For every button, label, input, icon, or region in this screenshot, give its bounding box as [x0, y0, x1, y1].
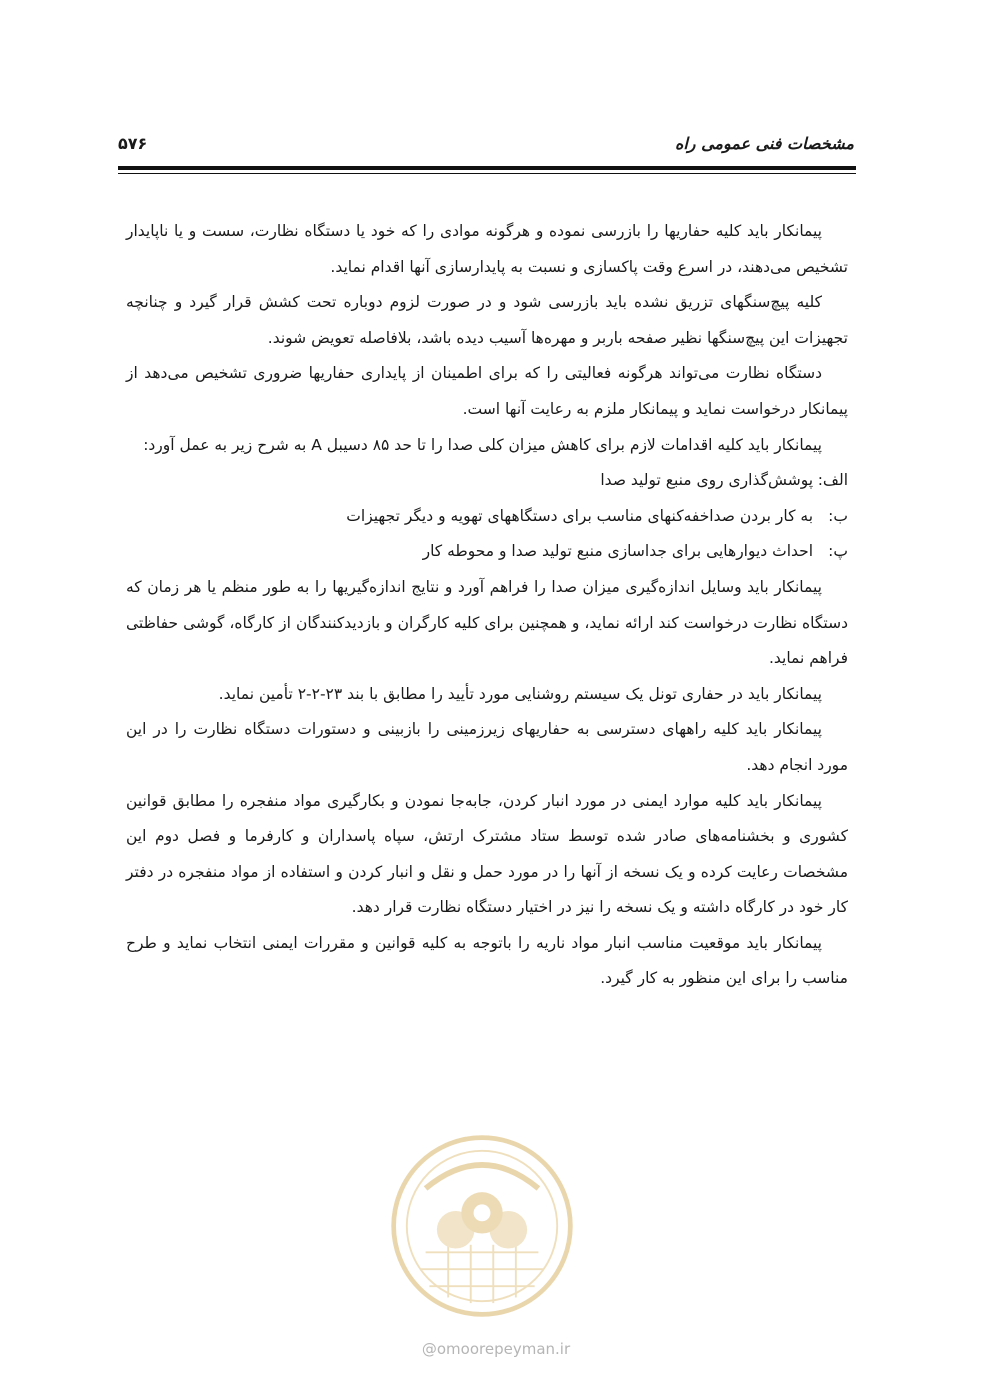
header-rule-thin: [118, 173, 856, 174]
list-item-text: احداث دیوارهایی برای جداسازی منبع تولید صدا و محوطه کار: [422, 542, 814, 561]
paragraph: پیمانکار باید کلیه اقدامات لازم برای کاهش میزان کلی صدا را تا حد ۸۵ دسیبل A به شرح زیر به عمل آورد:: [143, 435, 822, 454]
page-number: ۵۷۶: [118, 134, 148, 153]
list-item-text: پوشش‌گذاری روی منبع تولید صدا: [600, 471, 814, 490]
list-item: [126, 463, 848, 499]
book-title: مشخصات فنی عمومی راه: [674, 134, 854, 153]
paragraph: کلیه پیچ‌سنگهای تزریق نشده باید بازرسی شود و در صورت لزوم دوباره تحت کشش قرار گیرد و چنانچه تجهیزات این پیچ‌سنگها نظیر صفحه باربر و مهره‌ها آسیب دیده باشد، بلافاصله تعویض شوند.: [126, 293, 848, 347]
seal-logo-icon: [388, 1132, 576, 1320]
running-head: [118, 128, 854, 162]
header-rule-thick: [118, 166, 856, 170]
paragraph: پیمانکار باید موقعیت مناسب انبار مواد ناریه را باتوجه به کلیه قوانین و مقررات ایمنی انتخاب نماید و طرح مناسب را برای این منظور به کار گیرد.: [126, 933, 848, 988]
list-item: [126, 534, 848, 570]
list-marker: ب:: [828, 506, 848, 525]
paragraph: دستگاه نظارت می‌تواند هرگونه فعالیتی را که برای اطمینان از پایداری حفاریها ضروری تشخیص می‌دهد از پیمانکار درخواست نماید و پیمانکار ملزم به رعایت آنها است.: [126, 364, 848, 418]
paragraph: پیمانکار باید در حفاری تونل یک سیستم روشنایی مورد تأیید را مطابق با بند ۲۳-۲-۲ تأمین نماید.: [218, 684, 822, 703]
watermark-url: @omoorepeyman.ir: [421, 1340, 571, 1358]
list-item-text: به کار بردن صداخفه‌کنهای مناسب برای دستگاههای تهویه و دیگر تجهیزات: [346, 506, 814, 525]
list-item: [126, 499, 848, 535]
list-marker: الف:: [817, 471, 848, 490]
paragraph: پیمانکار باید کلیه حفاریها را بازرسی نموده و هرگونه موادی را که خود یا دستگاه نظارت، سست و یا ناپایدار تشخیص می‌دهند، در اسرع وقت پاکسازی و نسبت به پایدارسازی آنها اقدام نماید.: [126, 222, 848, 276]
paragraph: پیمانکار باید وسایل اندازه‌گیری میزان صدا را فراهم آورد و نتایج اندازه‌گیریها را به طور منظم یا هر زمان که دستگاه نظارت درخواست کند ارائه نماید، و همچنین برای کلیه کارگران و بازدیدکنندگان از کارگاه، گوشی حفاظتی فراهم نماید.: [126, 577, 848, 668]
paragraph: پیمانکار باید کلیه موارد ایمنی در مورد انبار کردن، جابه‌جا نمودن و بکارگیری مواد منفجره را مطابق قوانین کشوری و بخشنامه‌های صادر شده توسط ستاد مشترک ارتش، سپاه پاسداران و کارفرما و فصل دوم این مشخصات رعایت کرده و یک نسخه از آنها را در مورد حمل و نقل و انبار کردن و استفاده از مواد منفجره در دفتر کار خود در کارگاه داشته و یک نسخه را نیز در اختیار دستگاه نظارت قرار دهد.: [126, 791, 848, 917]
paragraph: پیمانکار باید کلیه راههای دسترسی به حفاریهای زیرزمینی را بازبینی و دستورات دستگاه نظارت را در این مورد انجام دهد.: [126, 720, 848, 774]
list-marker: پ:: [828, 542, 848, 561]
body-text: [126, 214, 848, 997]
